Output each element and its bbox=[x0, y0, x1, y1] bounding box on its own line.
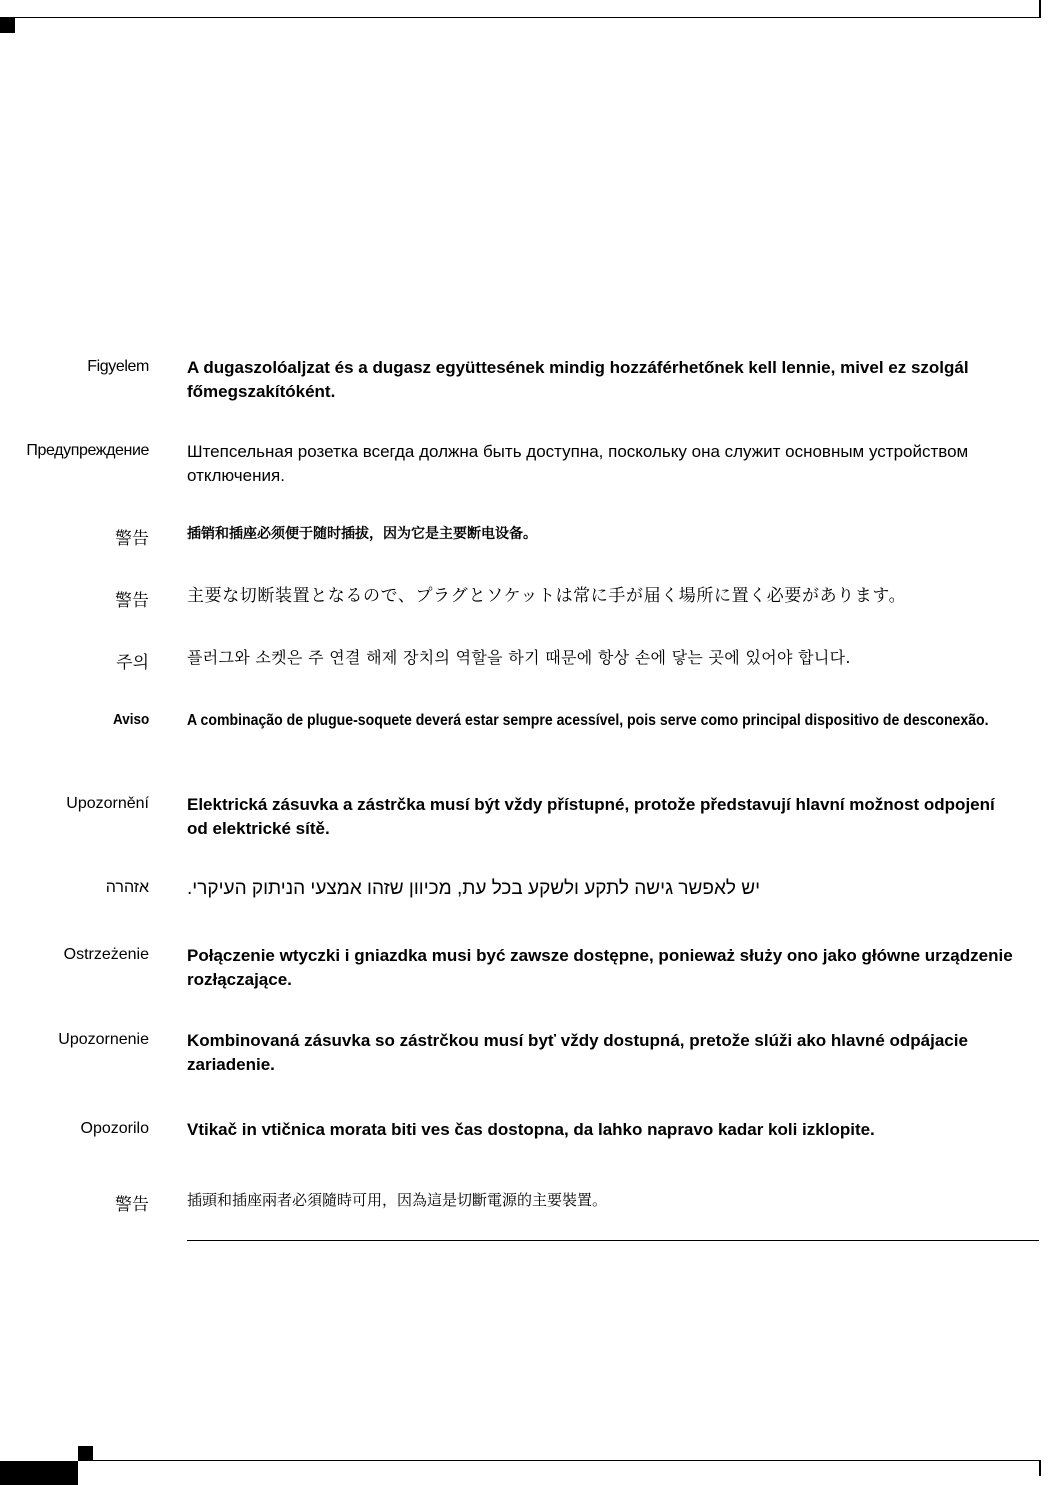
warning-label: 警告 bbox=[115, 529, 149, 549]
footer-rule bbox=[78, 1460, 1040, 1461]
footer-black-bar bbox=[0, 1461, 78, 1485]
header-edge-tick bbox=[1039, 0, 1041, 18]
warning-text: Połączenie wtyczki i gniazdka musi być zawsze dostępne, ponieważ służy ono jako główne urządzenie rozłączające. bbox=[187, 946, 1013, 989]
warning-label: Предупреждение bbox=[26, 442, 149, 459]
warning-label: Figyelem bbox=[87, 358, 149, 375]
warning-text: A combinação de plugue-soquete deverá estar sempre acessível, pois serve como principal dispositivo de desconexão. bbox=[187, 712, 989, 729]
footer-edge-tick bbox=[1039, 1460, 1041, 1476]
warning-label: 주의 bbox=[116, 653, 149, 673]
warning-text: יש לאפשר גישה לתקע ולשקע בכל עת, מכיוון שזהו אמצעי הניתוק העיקרי. bbox=[187, 878, 761, 899]
header-rule bbox=[0, 17, 1040, 18]
warning-text: 插销和插座必须便于随时插拔，因为它是主要断电设备。 bbox=[187, 526, 537, 542]
warning-label: Aviso bbox=[112, 711, 149, 728]
header-corner-mark bbox=[0, 18, 15, 33]
footer-small-mark bbox=[78, 1446, 93, 1460]
warning-text: Kombinovaná zásuvka so zástrčkou musí byť vždy dostupná, pretože slúži ako hlavné odpájacie zariadenie. bbox=[187, 1031, 968, 1074]
warning-label: 警告 bbox=[115, 591, 149, 611]
section-end-rule bbox=[187, 1240, 1039, 1241]
warning-text: Vtikač in vtičnica morata biti ves čas dostopna, da lahko napravo kadar koli izklopite. bbox=[187, 1120, 875, 1139]
warning-text: 主要な切断装置となるので、プラグとソケットは常に手が届く場所に置く必要があります。 bbox=[187, 586, 907, 606]
warning-label: Ostrzeżenie bbox=[63, 946, 149, 963]
warning-text: 插頭和插座兩者必須隨時可用，因為這是切斷電源的主要裝置。 bbox=[187, 1191, 608, 1209]
warning-label: Upozornění bbox=[66, 795, 149, 812]
warning-label: Opozorilo bbox=[80, 1120, 149, 1137]
warning-text: Штепсельная розетка всегда должна быть доступна, поскольку она служит основным устройством отключения. bbox=[187, 442, 969, 485]
warning-label: 警告 bbox=[115, 1195, 149, 1215]
warning-label: Upozornenie bbox=[58, 1031, 149, 1048]
warning-text: A dugaszolóaljzat és a dugasz együttesének mindig hozzáférhetőnek kell lennie, mivel ez szolgál főmegszakítóként. bbox=[187, 358, 969, 401]
warning-text: 플러그와 소켓은 주 연결 해제 장치의 역할을 하기 때문에 항상 손에 닿는 곳에 있어야 합니다. bbox=[187, 648, 851, 667]
warning-label: אזהרה bbox=[105, 879, 149, 896]
warning-text: Elektrická zásuvka a zástrčka musí být vždy přístupné, protože představují hlavní možnost odpojení od elektrické sítě. bbox=[187, 795, 995, 838]
